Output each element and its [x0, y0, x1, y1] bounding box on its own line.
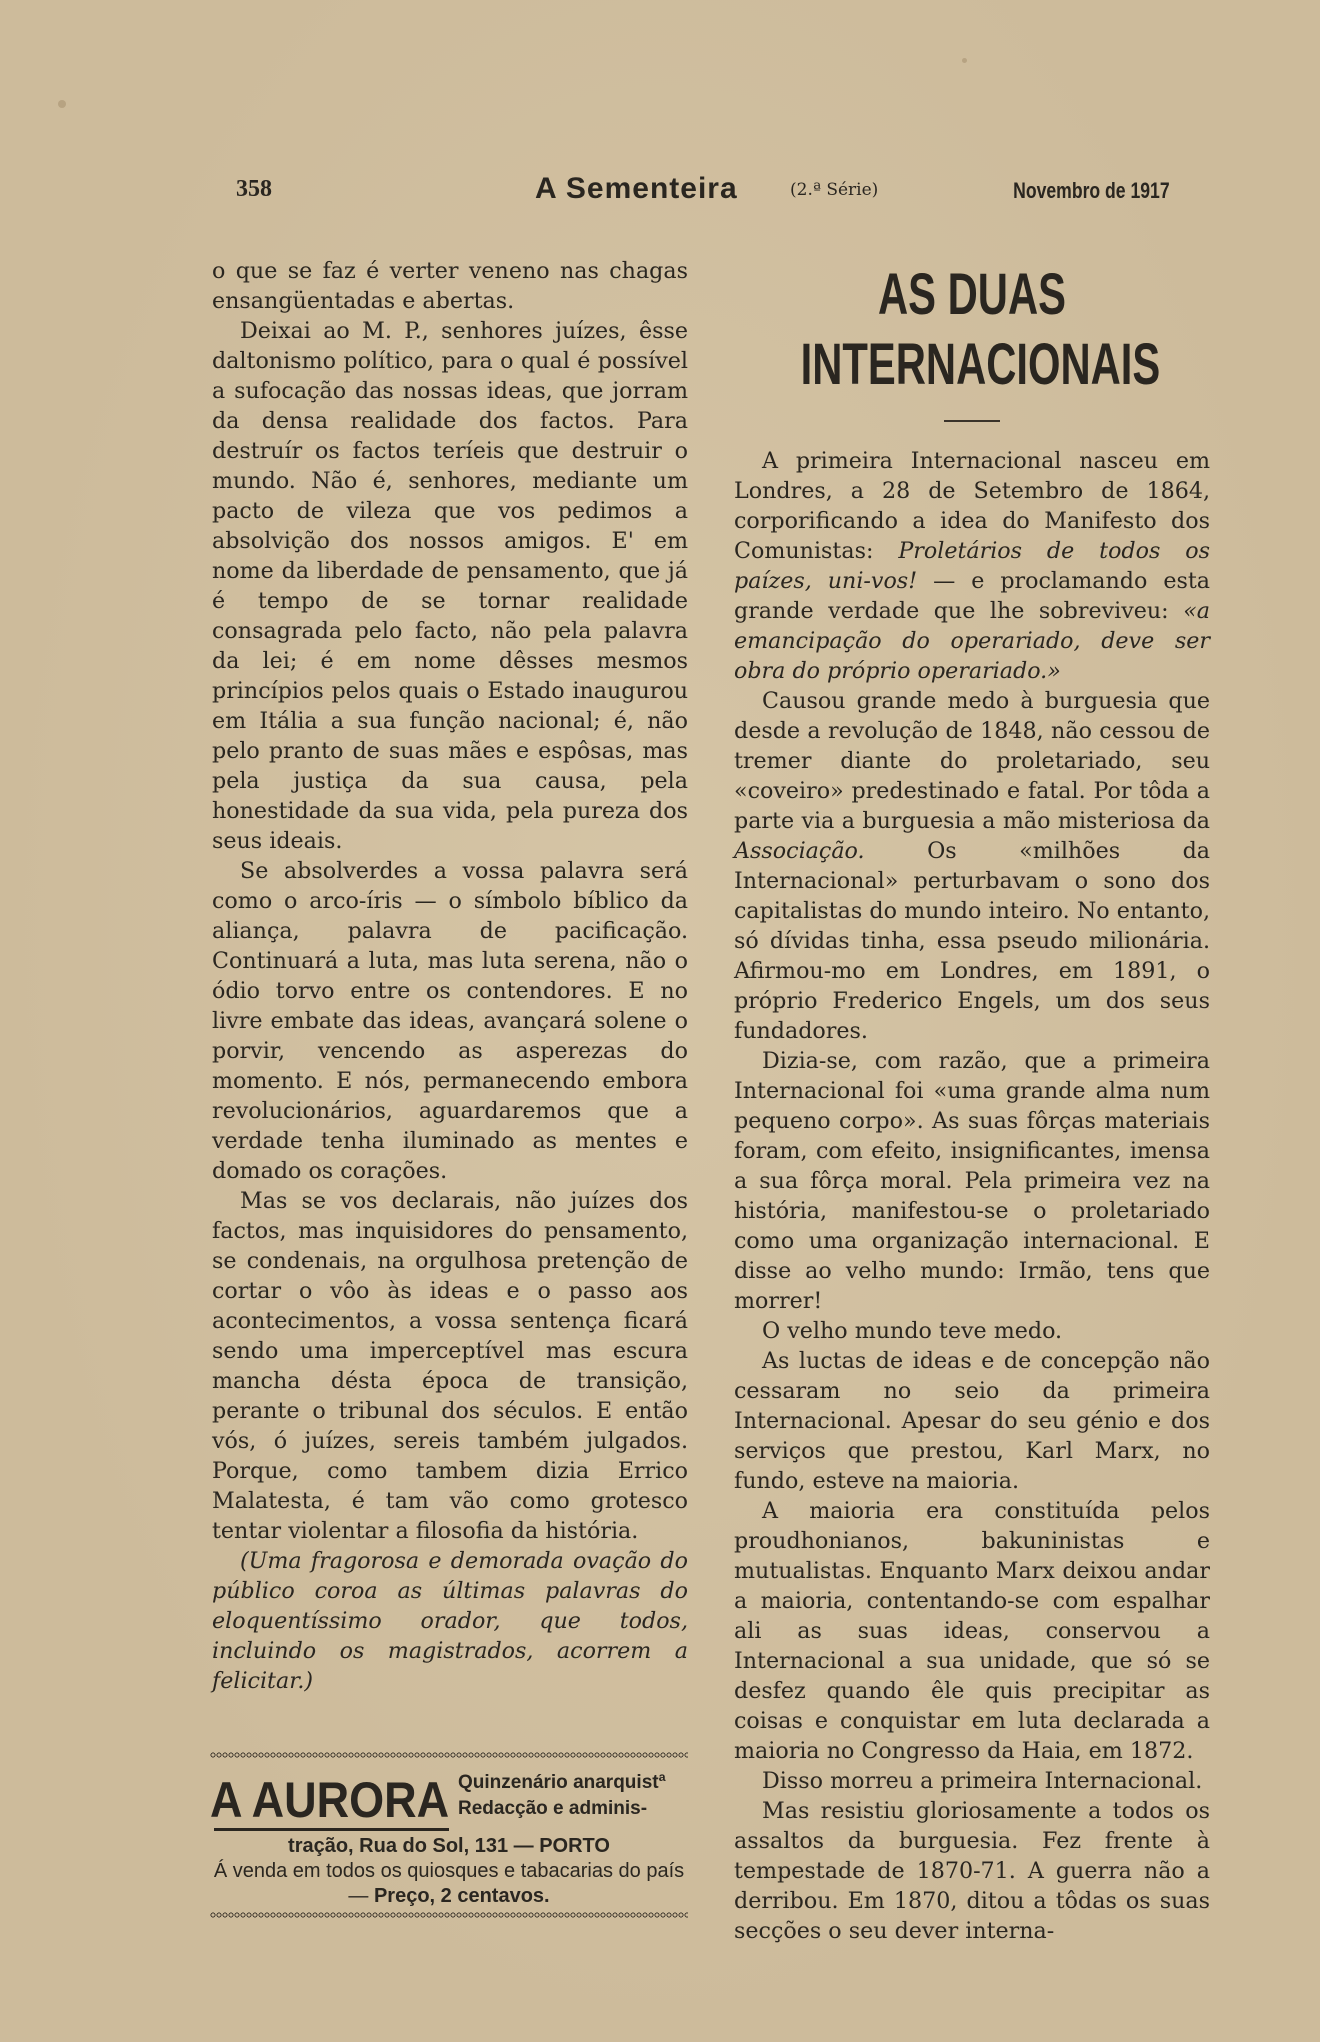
paragraph: A maioria era constituída pelos proudhonianos, bakuninistas e mutualistas. Enquanto Marx deixou andar a maioria, contentando-se com espalhar ali as suas ideas, conservou a Internacional a sua unidade, que só se desfez quando êle quis precipitar as coisas e conquistar em luta declarada a maioria no Congresso da Haia, em 1872.	[734, 1498, 1210, 1764]
closing-note: (Uma fragorosa e demorada ovação do público coroa as últimas palavras do eloquentíssimo orador, que todos, incluindo os magistrados, acorrem a felicitar.)	[212, 1548, 688, 1694]
paragraph-text: A primeira Internacional nasceu em Londres, a 28 de Setembro de 1864, corporificando a idea do Manifesto dos Comunistas:	[734, 448, 1210, 564]
page-number: 358	[236, 176, 272, 202]
paragraph-text: — e proclamando esta grande verdade que lhe sobreviveu:	[734, 568, 1210, 624]
paragraph	[734, 686, 1210, 1046]
ad-body	[210, 1834, 688, 1909]
page-header	[200, 170, 1180, 210]
paragraph	[734, 446, 1210, 686]
ad-newspaper-name: A AURORA	[210, 1772, 450, 1828]
quoted-slogan: «a emancipação do operariado, deve ser obra do próprio operariado.»	[734, 598, 1210, 684]
italic-term: Associação.	[734, 838, 865, 864]
right-column	[734, 260, 1210, 1946]
paper-stain	[58, 100, 66, 108]
series-label: (2.ª Série)	[790, 180, 879, 200]
paragraph: Disso morreu a primeira Internacional.	[762, 1768, 1203, 1794]
paragraph: Mas resistiu gloriosamente a todos os assaltos da burguesia. Fez frente à tempestade de 1870-71. A guerra não a derribou. Em 1870, ditou a tôdas os suas secções o seu dever interna-	[734, 1798, 1210, 1944]
paragraph: Se absolverdes a vossa palavra será como o arco-íris — o símbolo bíblico da aliança, palavra de pacificação. Continuará a luta, mas luta serena, não o ódio torvo entre os contendores. E no livre embate das ideas, avançará solene o porvir, vencendo as asperezas do momento. E nós, permanecendo embora revolucionários, aguardaremos que a verdade tenha iluminado as mentes e domado os corações.	[212, 858, 688, 1184]
paragraph-text: Causou grande medo à burguesia que desde a revolução de 1848, não cessou de tremer diante do proletariado, seu «coveiro» predestinado e fatal. Por tôda a parte via a burguesia a mão misteriosa da	[734, 688, 1210, 834]
ornamental-rule	[210, 1912, 688, 1918]
ad-sales-info: Á venda em todos os quiosques e tabacarias do país —	[213, 1860, 685, 1907]
paragraph: o que se faz é verter veneno nas chagas ensangüentadas e abertas.	[212, 258, 688, 314]
issue-date: Novembro de 1917	[1013, 178, 1170, 203]
paper-stain	[962, 58, 967, 63]
paragraph: Mas se vos declarais, não juízes dos factos, mas inquisidores do pensamento, se condenais, na orgulhosa pretenção de cortar o vôo às ideas e o passo aos acontecimentos, a vossa sentença ficará sendo uma imperceptível mas escura mancha désta época de transição, perante o tribunal dos séculos. E então vós, ó juízes, sereis também julgados. Porque, como tambem dizia Errico Malatesta, é tam vão como grotesco tentar violentar a filosofia da história.	[212, 1188, 688, 1544]
paragraph: As luctas de ideas e de concepção não cessaram no seio da primeira Internacional. Apesar do seu génio e dos serviços que prestou, Karl Marx, no fundo, esteve na maioria.	[734, 1348, 1210, 1494]
paragraph: Dizia-se, com razão, que a primeira Internacional foi «uma grande alma num pequeno corpo». As suas fôrças materiais foram, com efeito, insignificantes, imensa a sua fôrça moral. Pela primeira vez na história, manifestou-se o proletariado como uma organização internacional. E disse ao velho mundo: Irmão, tens que morrer!	[734, 1048, 1210, 1314]
ad-subtitle: Quinzenário anarquistª Redacção e adminis-	[458, 1772, 666, 1819]
paragraph: Deixai ao M. P., senhores juízes, êsse daltonismo político, para o qual é possível a sufocação das nossas ideas, que jorram da densa realidade dos factos. Para destruír os factos teríeis que destruir o mundo. Não é, senhores, mediante um pacto de vileza que vos pedimos a absolvição dos nossos amigos. E' em nome da liberdade de pensamento, que já é tempo de se tornar realidade consagrada pelo facto, não pela palavra da lei; é em nome dêsses mesmos princípios pelos quais o Estado inaugurou em Itália a sua função nacional; é, não pelo pranto de suas mães e espôsas, mas pela justiça da sua causa, pela honestidade da sua vida, pela pureza dos seus ideais.	[212, 318, 688, 854]
paragraph-text: Os «milhões da Internacional» perturbavam o sono dos capitalistas do mundo inteiro. No entanto, só dívidas tinha, essa pseudo milionária. Afirmou-mo em Londres, em 1891, o próprio Frederico Engels, um dos seus fundadores.	[734, 838, 1210, 1044]
ad-underline	[214, 1828, 449, 1831]
journal-title: A Sementeira	[535, 172, 738, 205]
article-title: AS DUAS INTERNACIONAIS	[800, 262, 1161, 397]
paragraph: O velho mundo teve medo.	[762, 1318, 1063, 1344]
ad-address: tração, Rua do Sol, 131 — PORTO	[288, 1835, 610, 1857]
ornamental-rule	[210, 1752, 688, 1758]
left-column	[212, 256, 688, 1696]
title-divider	[944, 420, 1000, 422]
ad-price: Preço, 2 centavos.	[373, 1885, 550, 1907]
quoted-slogan: Proletários de todos os paízes, uni-vos!	[734, 538, 1210, 594]
